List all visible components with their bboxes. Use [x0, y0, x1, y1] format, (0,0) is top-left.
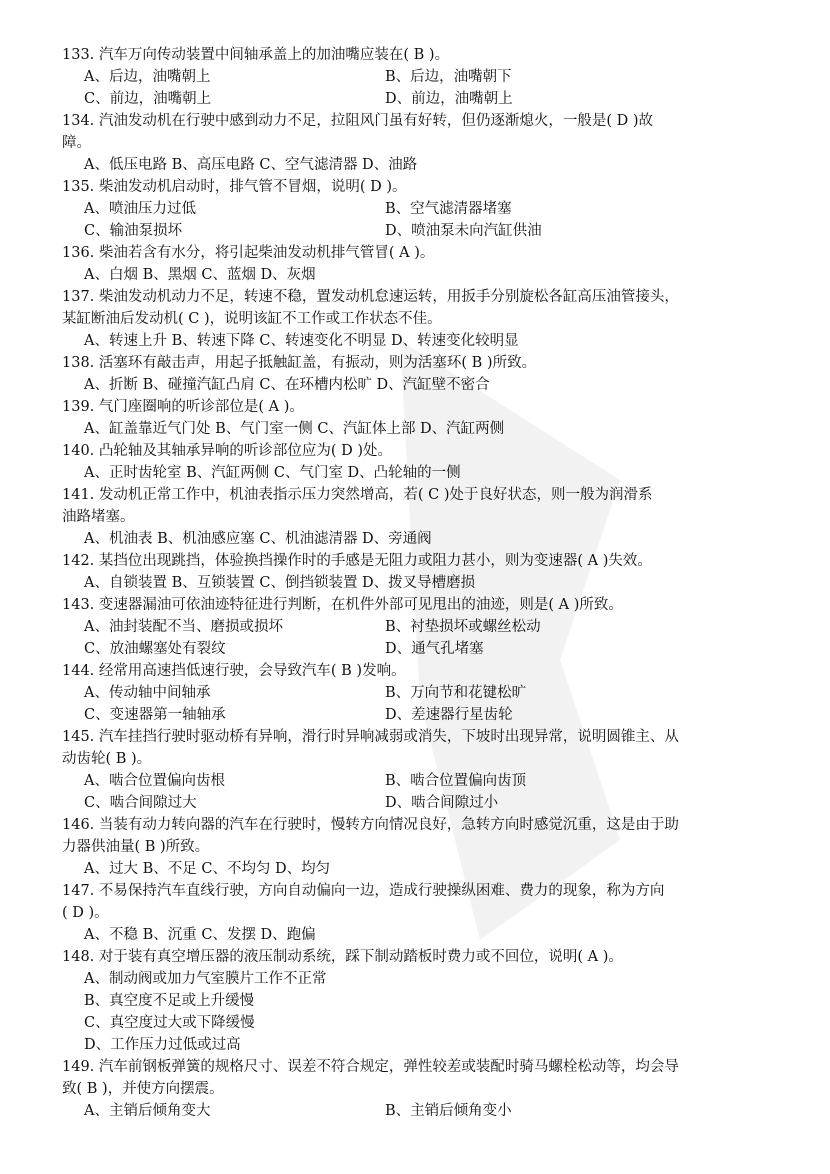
question-text: 145. 汽车挂挡行驶时驱动桥有异响，滑行时异响减弱或消失，下坡时出现异常，说明圆锥主、从: [62, 729, 679, 745]
option-row: [62, 770, 790, 792]
option-text: B、啮合位置偏向齿顶: [385, 773, 527, 789]
option-row: [62, 198, 790, 220]
option-text: C、啮合间隙过大: [84, 795, 197, 811]
option-row: [62, 1034, 790, 1056]
question-text: 138. 活塞环有敲击声，用起子抵触缸盖，有振动，则为活塞环( B )所致。: [62, 355, 537, 371]
option-text: B、主销后倾角变小: [385, 1103, 512, 1119]
option-text: D、喷油泵未向汽缸供油: [385, 223, 542, 239]
question-text-continued: ( D )。: [62, 905, 109, 921]
option-text: A、折断 B、碰撞汽缸凸肩 C、在环槽内松旷 D、汽缸壁不密合: [84, 377, 490, 393]
option-row: [62, 616, 790, 638]
option-text: B、衬垫损坏或螺丝松动: [385, 619, 541, 635]
option-text: C、真空度过大或下降缓慢: [84, 1015, 255, 1031]
option-text: A、制动阀或加力气室膜片工作不正常: [84, 971, 327, 987]
option-text: C、放油螺塞处有裂纹: [84, 641, 226, 657]
question-text: 142. 某挡位出现跳挡，体验换挡操作时的手感是无阻力或阻力甚小，则为变速器( A )失效。: [62, 553, 652, 569]
question-text-continued: 障。: [62, 135, 91, 151]
option-row: [62, 264, 790, 286]
option-row: [62, 88, 790, 110]
question-text: 140. 凸轮轴及其轴承异响的听诊部位应为( D )处。: [62, 443, 393, 459]
option-row: [62, 66, 790, 88]
question-text: 134. 汽油发动机在行驶中感到动力不足，拉阻风门虽有好转，但仍逐渐熄火，一般是( D )故: [62, 113, 654, 129]
option-row: [62, 704, 790, 726]
option-text: A、机油表 B、机油感应塞 C、机油滤清器 D、旁通阀: [84, 531, 432, 547]
question-text-continued: 油路堵塞。: [62, 509, 135, 525]
option-text: A、后边，油嘴朝上: [84, 69, 211, 85]
option-text: D、工作压力过低或过高: [84, 1037, 241, 1053]
option-row: [62, 682, 790, 704]
question-text-continued: 致( B )，并使方向摆震。: [62, 1081, 224, 1097]
question-text: 143. 变速器漏油可依油迹特征进行判断，在机件外部可见甩出的油迹，则是( A )所致。: [62, 597, 623, 613]
question-text: 141. 发动机正常工作中，机油表指示压力突然增高，若( C )处于良好状态，则一般为润滑系: [62, 487, 653, 503]
question-text: 147. 不易保持汽车直线行驶，方向自动偏向一边，造成行驶操纵困难、费力的现象，称为方向: [62, 883, 665, 899]
question-text: 146. 当装有动力转向器的汽车在行驶时，慢转方向情况良好，急转方向时感觉沉重，这是由于助: [62, 817, 679, 833]
question-text: 139. 气门座圈响的听诊部位是( A )。: [62, 399, 304, 415]
option-row: [62, 528, 790, 550]
option-text: A、啮合位置偏向齿根: [84, 773, 225, 789]
option-text: A、喷油压力过低: [84, 201, 196, 217]
question-text-continued: 某缸断油后发动机( C )，说明该缸不工作或工作状态不佳。: [62, 311, 442, 327]
option-row: [62, 858, 790, 880]
option-text: B、万向节和花键松旷: [385, 685, 527, 701]
option-text: B、空气滤清器堵塞: [385, 201, 512, 217]
option-row: [62, 418, 790, 440]
option-text: A、传动轴中间轴承: [84, 685, 211, 701]
option-text: D、通气孔堵塞: [385, 641, 484, 657]
option-text: C、变速器第一轴轴承: [84, 707, 226, 723]
option-row: [62, 638, 790, 660]
option-text: C、输油泵损坏: [84, 223, 183, 239]
question-text: 137. 柴油发动机动力不足，转速不稳，置发动机怠速运转，用扳手分别旋松各缸高压油管接头，: [62, 289, 679, 305]
option-row: [62, 990, 790, 1012]
question-text-continued: 力器供油量( B )所致。: [62, 839, 210, 855]
option-row: [62, 1100, 790, 1122]
option-row: [62, 462, 790, 484]
option-text: A、油封装配不当、磨损或损坏: [84, 619, 283, 635]
option-row: [62, 792, 790, 814]
option-text: A、缸盖靠近气门处 B、气门室一侧 C、汽缸体上部 D、汽缸两侧: [84, 421, 505, 437]
question-page: [62, 44, 790, 1122]
option-row: [62, 1012, 790, 1034]
option-text: A、转速上升 B、转速下降 C、转速变化不明显 D、转速变化较明显: [84, 333, 519, 349]
option-text: D、啮合间隙过小: [385, 795, 499, 811]
option-text: A、低压电路 B、高压电路 C、空气滤清器 D、油路: [84, 157, 418, 173]
question-text: 149. 汽车前钢板弹簧的规格尺寸、误差不符合规定，弹性较差或装配时骑马螺栓松动等，均会导: [62, 1059, 679, 1075]
option-row: [62, 572, 790, 594]
option-text: A、自锁装置 B、互锁装置 C、倒挡锁装置 D、拨叉导槽磨损: [84, 575, 476, 591]
question-text: 135. 柴油发动机启动时，排气管不冒烟，说明( D )。: [62, 179, 407, 195]
option-text: C、前边，油嘴朝上: [84, 91, 212, 107]
option-text: B、后边，油嘴朝下: [385, 69, 512, 85]
question-text: 148. 对于装有真空增压器的液压制动系统，踩下制动踏板时费力或不回位，说明( A )。: [62, 949, 623, 965]
option-row: [62, 154, 790, 176]
question-text: 144. 经常用高速挡低速行驶，会导致汽车( B )发响。: [62, 663, 406, 679]
option-text: A、过大 B、不足 C、不均匀 D、均匀: [84, 861, 331, 877]
option-row: [62, 220, 790, 242]
option-row: [62, 924, 790, 946]
option-row: [62, 330, 790, 352]
question-text: 133. 汽车万向传动装置中间轴承盖上的加油嘴应装在( B )。: [62, 47, 450, 63]
option-text: A、主销后倾角变大: [84, 1103, 211, 1119]
option-row: [62, 374, 790, 396]
option-text: A、正时齿轮室 B、汽缸两侧 C、气门室 D、凸轮轴的一侧: [84, 465, 461, 481]
option-text: D、差速器行星齿轮: [385, 707, 513, 723]
question-text-continued: 动齿轮( B )。: [62, 751, 152, 767]
option-text: A、白烟 B、黑烟 C、蓝烟 D、灰烟: [84, 267, 316, 283]
option-text: A、不稳 B、沉重 C、发摆 D、跑偏: [84, 927, 316, 943]
option-text: D、前边，油嘴朝上: [385, 91, 513, 107]
option-row: [62, 968, 790, 990]
question-text: 136. 柴油若含有水分，将引起柴油发动机排气管冒( A )。: [62, 245, 435, 261]
option-text: B、真空度不足或上升缓慢: [84, 993, 255, 1009]
